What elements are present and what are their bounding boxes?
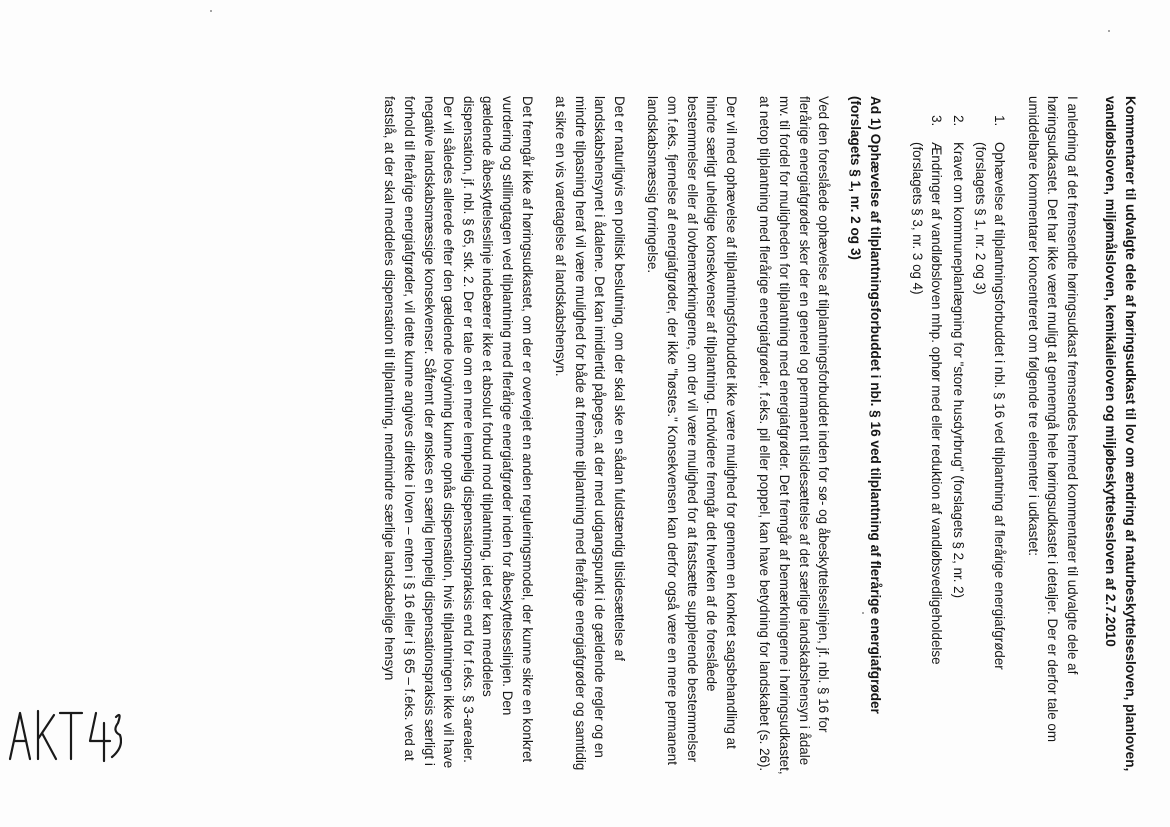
list-item bbox=[907, 130, 946, 775]
list-item bbox=[970, 130, 1009, 775]
handwritten-akt-icon bbox=[4, 699, 122, 769]
element-list bbox=[907, 96, 1009, 775]
body-paragraph: Ved den foreslåede ophævelse af tilplantningsforbuddet inden for sø- og åbeskyttelseslinjen, jf. nbl. § 16 for flerårige energiafgrøder sker der en generel og permanent tilsidesættelse af det særlige landskabshensyn i ådale mv. til fordel for muligheden for tilplantning med energiafgrøder. Det fremgår af bemærkningerne i høringsudkastet, at netop tilplantning med flerårige energiafgrøder, f.eks. pil eller poppel, kan have betydning for landskabet (s. 26). bbox=[757, 96, 832, 775]
list-item-text: 2. Kravet om kommuneplanlægning for "store husdyrbrug" (forslagets § 2, nr. 2) bbox=[951, 142, 967, 599]
intro-paragraph: I anledning af det fremsendte høringsudkast fremsendes hermed kommentarer til udvalgte dele af høringsudkastet. Det har ikke været muligt at gennemgå hele høringsudkastet i detaljer. Der er derfor tale om umiddelbare kommentarer koncentreret om følgende tre elementer i udkastet: bbox=[1025, 96, 1080, 743]
list-item-text: 3. Ændringer af vandløbsloven mhp. ophør med eller reduktion af vandløbsvedligeholdelse bbox=[929, 142, 945, 665]
list-item bbox=[948, 130, 968, 775]
handwritten-annotation bbox=[4, 699, 122, 769]
section-heading bbox=[845, 96, 885, 775]
section-heading-line: Ad 1) Ophævelse af tilplantningsforbuddet i nbl. § 16 ved tilplantning af flerårige energiafgrøder bbox=[868, 96, 884, 714]
document-title: Kommentarer til udvalgte dele af høringsudkast til lov om ændring af naturbeskyttelsesloven, planloven, vandløbsloven, miljømålsloven, kemikalieloven og miljøbeskyttelsesloven af 2.7.2010 bbox=[1103, 96, 1138, 772]
body-paragraph: Det er naturligvis en politisk beslutning, om der skal ske en sådan fuldstændig tilsidesættelse af landskabshensynet i ådalene. Det kan imidlertid påpeges, at der med udgangspunkt i de gældende regler og en mindre tilpasning heraf vil være mulighed for både at fremme tilplantning med flerårige energiafgrøder og samtidig at sikre en vis varetagelse af landskabshensyn. bbox=[553, 96, 627, 771]
section-heading-reference: (forslagets § 1, nr. 2 og 3) bbox=[848, 96, 864, 260]
body-paragraph: Det fremgår ikke af høringsudkastet, om der er overvejet en anden reguleringsmodel, der kunne sikre en konkret vurdering og stillingtagen ved tilplantning med flerårige energiafgrøder inden for åbeskyttelseslinjen. Den gældende åbeskyttelseslinje indebærer ikke et absolut forbud mod tilplantning, idet der kan meddeles dispensation, jf. nbl. § 65, stk. 2. Der er tale om en mere lempelig dispensationspraksis end for f.eks. § 3-arealer. Der vil således allerede efter den gældende lovgivning kunne opnås dispensation, hvis tilplantningen ikke vil have negative landskabsmæssige konsekvenser. Såfremt der ønskes en særlig lempelig dispensationspraksis særligt i forhold til flerårige energiafgrøder, vil dette kunne angives direkte i loven – enten i § 16 eller i § 65 – f.eks. ved at fastslå, at der skal meddeles dispensation til tilplantning, medmindre særlige landskabelige hensyn bbox=[382, 96, 535, 769]
list-item-reference: (forslagets § 3, nr. 3 og 4) bbox=[909, 142, 925, 295]
list-item-reference: (forslagets § 1, nr. 2 og 3) bbox=[972, 142, 988, 295]
list-item-text: 1. Ophævelse af tilplantningsforbuddet i nbl. § 16 ved tilplantning af flerårige energiafgrøder bbox=[992, 142, 1008, 670]
body-paragraph: Der vil med ophævelse af tilplantningsforbuddet ikke være mulighed for gennem en konkret sagsbehandling at hindre særligt uheldige konsekvenser af tilplantning. Endvidere fremgår det hverken af de foreslåede bestemmelser eller af lovbemærkningerne, om der vil være mulighed for at fastsætte supplerende bestemmelser om f.eks. fjernelse af energiafgrøder, der ikke "høstes." Konsekvensen kan derfor også være en mere permanent landskabsmæssig forringelse. bbox=[645, 96, 739, 765]
